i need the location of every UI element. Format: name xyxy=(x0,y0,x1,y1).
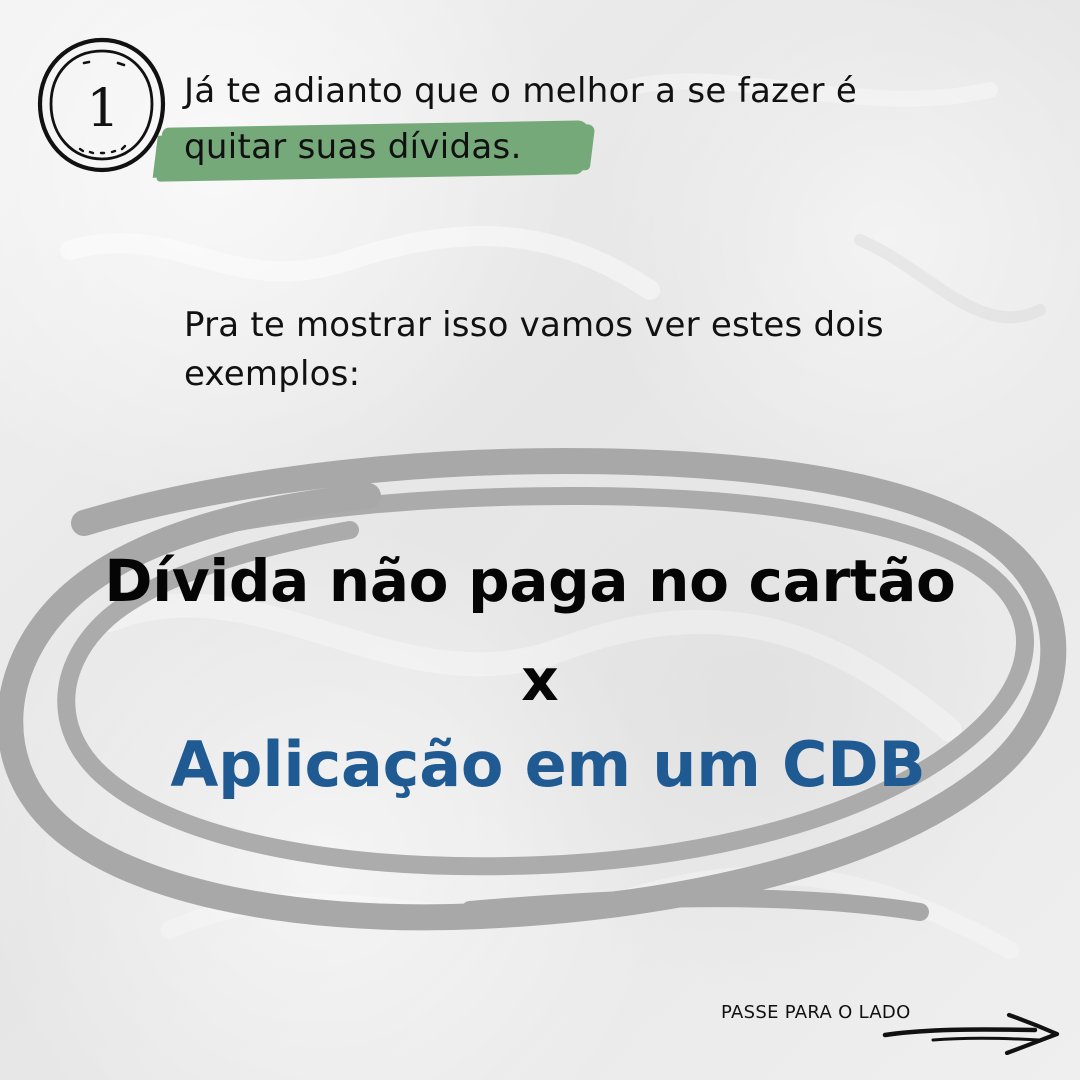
badge-number: 1 xyxy=(86,79,120,139)
badge-upper-dash-right xyxy=(118,63,124,65)
ellipse-tail xyxy=(470,898,920,912)
comparison-bottom-text: Aplicação em um CDB xyxy=(170,728,926,801)
number-circle-icon xyxy=(32,34,172,179)
arrow-shaft-secondary xyxy=(933,1038,1039,1040)
texture-stroke-1 xyxy=(70,236,650,290)
intro-line-2: quitar suas dívidas. xyxy=(184,127,522,167)
swipe-hint xyxy=(721,1002,1066,1060)
badge-lower-dash-5 xyxy=(122,146,125,149)
comparison-versus-text: x xyxy=(521,646,559,714)
arrow-head-bottom xyxy=(1007,1034,1057,1053)
badge-lower-dash-2 xyxy=(90,152,93,153)
intro-line-1: Já te adianto que o melhor a se fazer é xyxy=(184,71,858,111)
right-arrow-icon xyxy=(881,1007,1066,1055)
comparison-top-text: Dívida não paga no cartão xyxy=(104,547,956,615)
badge-lower-dash-1 xyxy=(80,149,83,151)
swipe-hint-text: PASSE PARA O LADO xyxy=(721,1002,911,1023)
badge-lower-dash-4 xyxy=(112,151,115,152)
badge-upper-dash-left xyxy=(84,62,89,63)
texture-stroke-4 xyxy=(170,875,1010,950)
arrow-shaft-main xyxy=(885,1030,1035,1035)
example-intro-text: Pra te mostrar isso vamos ver estes dois exemplos: xyxy=(184,305,884,394)
